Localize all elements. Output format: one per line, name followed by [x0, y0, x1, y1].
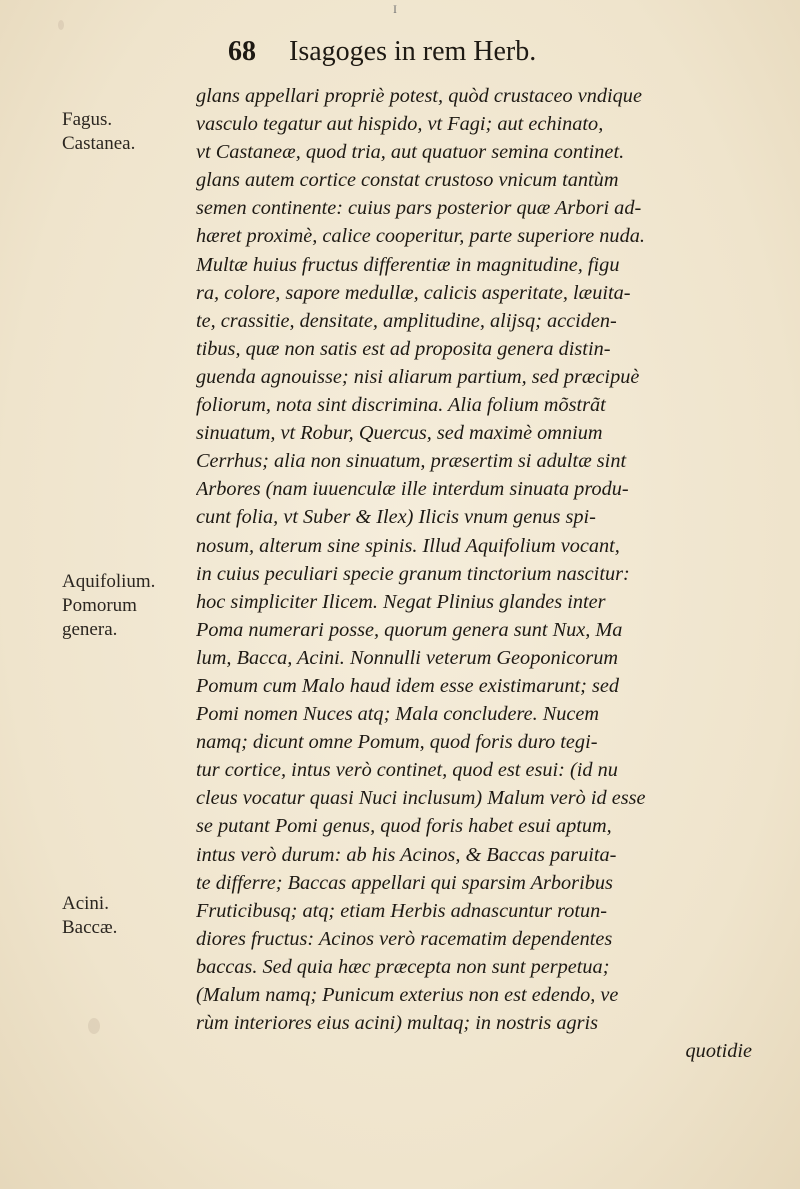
running-header: [228, 36, 668, 68]
margin-note-fagus: [62, 108, 192, 156]
text-line: tur cortice, intus verò continet, quod est esui: (id nu: [196, 759, 618, 782]
text-line: Pomum cum Malo haud idem esse existimarunt; sed: [196, 674, 620, 697]
text-line: sinuatum, vt Robur, Quercus, sed maximè omnium: [196, 422, 603, 445]
margin-note-acini: [62, 892, 192, 940]
text-line: hæret proximè, calice cooperitur, parte superiore nuda.: [196, 225, 645, 248]
text-line: Poma numerari posse, quorum genera sunt Nux, Ma: [196, 618, 623, 641]
text-line: semen continente: cuius pars posterior quæ Arbori ad-: [196, 197, 642, 220]
margin-note-line: Fagus.: [62, 109, 113, 130]
text-line: (Malum namq; Punicum exterius non est edendo, ve: [196, 984, 619, 1006]
text-line: cleus vocatur quasi Nuci inclusum) Malum verò id esse: [196, 787, 646, 810]
ink-blot: [88, 1018, 100, 1034]
running-title: Isagoges in rem Herb.: [289, 36, 537, 67]
margin-note-line: genera.: [62, 619, 118, 640]
text-line: intus verò durum: ab his Acinos, & Baccas paruita-: [196, 843, 617, 866]
text-line: guenda agnouisse; nisi aliarum partium, sed præcipuè: [196, 365, 640, 388]
text-line: glans autem cortice constat crustoso vnicum tantùm: [196, 169, 619, 192]
text-line: Multæ huius fructus differentiæ in magnitudine, figu: [196, 253, 620, 276]
text-line: namq; dicunt omne Pomum, quod foris duro tegi-: [196, 731, 598, 754]
text-line: glans appellari propriè potest, quòd crustaceo vndique: [196, 85, 642, 107]
text-line: cunt folia, vt Suber & Ilex) Ilicis vnum genus spi-: [196, 506, 596, 529]
margin-note-line: Castanea.: [62, 133, 136, 154]
text-line: nosum, alterum sine spinis. Illud Aquifolium vocant,: [196, 534, 620, 557]
text-line: in cuius peculiari specie granum tinctorium nascitur:: [196, 562, 630, 585]
margin-note-line: Pomorum: [62, 595, 137, 616]
margin-note-line: Aquifolium.: [62, 571, 156, 592]
text-line: Pomi nomen Nuces atq; Mala concludere. Nucem: [196, 703, 600, 726]
page-number: 68: [228, 36, 256, 67]
text-line: foliorum, nota sint discrimina. Alia folium mõstrãt: [196, 394, 606, 417]
ink-blot: [58, 20, 64, 30]
text-line: lum, Bacca, Acini. Nonnulli veterum Geoponicorum: [196, 646, 619, 669]
text-line: hoc simpliciter Ilicem. Negat Plinius glandes inter: [196, 590, 606, 613]
text-line: vt Castaneæ, quod tria, aut quatuor semina continet.: [196, 141, 625, 164]
text-line: Arbores (nam iuuenculæ ille interdum sinuata produ-: [196, 478, 629, 501]
text-line: se putant Pomi genus, quod foris habet esui aptum,: [196, 815, 612, 838]
text-line: vasculo tegatur aut hispido, vt Fagi; aut echinato,: [196, 113, 604, 136]
top-mark: I: [393, 2, 397, 16]
text-line: ra, colore, sapore medullæ, calicis asperitate, læuita-: [196, 281, 631, 304]
text-line: diores fructus: Acinos verò racematim dependentes: [196, 927, 613, 950]
margin-note-line: Acini.: [62, 893, 109, 914]
text-line: te, crassitie, densitate, amplitudine, alijsq; acciden-: [196, 309, 617, 332]
text-line: Cerrhus; alia non sinuatum, præsertim si adultæ sint: [196, 450, 627, 473]
margin-note-line: Baccæ.: [62, 917, 118, 938]
text-line: Fruticibusq; atq; etiam Herbis adnascuntur rotun-: [196, 899, 608, 922]
catchword: quotidie: [685, 1040, 752, 1063]
text-line: te differre; Baccas appellari qui sparsim Arboribus: [196, 871, 613, 894]
text-line: tibus, quæ non satis est ad proposita genera distin-: [196, 337, 611, 360]
body-text: [196, 82, 768, 1065]
text-line: rùm interiores eius acini) multaq; in nostris agris: [196, 1012, 599, 1035]
margin-note-aquifolium: [62, 570, 192, 642]
text-line: baccas. Sed quia hæc præcepta non sunt perpetua;: [196, 955, 610, 978]
